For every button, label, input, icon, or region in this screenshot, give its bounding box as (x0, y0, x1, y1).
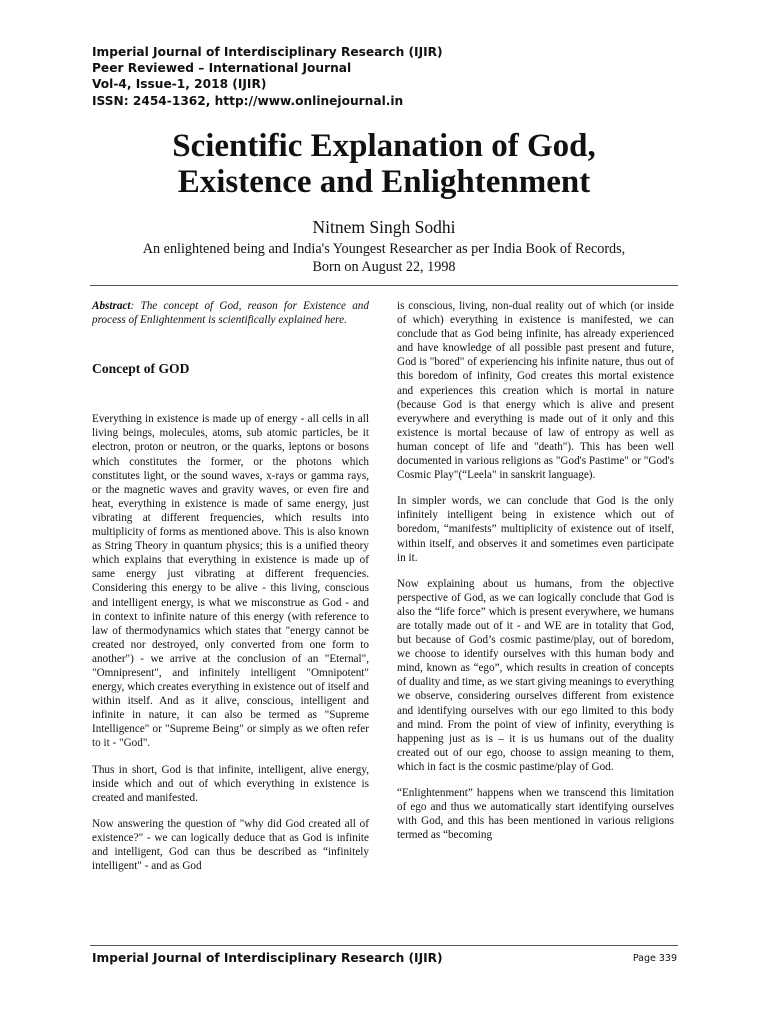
journal-volume: Vol-4, Issue-1, 2018 (IJIR) (92, 77, 267, 92)
body-paragraph: is conscious, living, non-dual reality out of which (or inside of which) everything in existence is manifested, we can conclude that as God being infinite, has already experienced and have knowledge of all possible past present and future, God is "bored" of experiencing his infinite nature, thus out of this boredom of infinity, God creates this mortal existence and experiences this creation which is mortal in nature (because God is that energy which is alive and present everywhere and everything is made out of it only and this existence is mortal because of law of entropy as well as human concept of life and "death"). This has been well documented in various religions as "God's Pastime" or "God's Cosmic Play"(“Leela" in sanskrit language). (397, 300, 674, 482)
body-paragraph: In simpler words, we can conclude that God is the only infinitely intelligent being in existence which out of boredom, “manifests” multiplicity of existence out of itself, within itself, and observes it and sometimes even participate in it. (397, 495, 674, 564)
abstract-label: Abstract (92, 300, 131, 312)
affiliation-line1: An enlightened being and India's Youngest Researcher as per India Book of Records, (142, 241, 626, 257)
affiliation-line2: Born on August 22, 1998 (312, 259, 456, 275)
journal-issn: ISSN: 2454-1362, http://www.onlinejournal.in (92, 93, 404, 108)
paper-title-line1: Scientific Explanation of God, (172, 128, 596, 164)
journal-peer-review: Peer Reviewed – International Journal (92, 61, 352, 76)
body-paragraph: “Enlightenment” happens when we transcend this limitation of ego and thus we automatically start identifying ourselves with God, and this has been mentioned in various religions termed as “becoming (397, 787, 674, 842)
author-affiliation (60, 240, 708, 276)
abstract-text: : The concept of God, reason for Existence and process of Enlightenment is scientifically explained here. (92, 300, 369, 327)
page-number: Page 339 (632, 953, 677, 964)
body-paragraph: Now explaining about us humans, from the objective perspective of God, as we can logically conclude that God is also the “life force” which is present everywhere, we humans are totally made out of it - and WE are in totality that God, but because of God’s cosmic pastime/play, out of boredom, we choose to identify ourselves with this human body and mind, known as “ego”, which results in creation of concepts of duality and time, as we start giving meanings to everything we observe, considering ourselves different from existence and identifying ourselves with our ego limited to this body and mind. From the point of view of infinity, everything is happening just as is – it is us humans out of the duality created out of our ego, choose to assign meaning to them, which in fact is the cosmic pastime/play of God. (397, 577, 674, 773)
left-column (92, 299, 369, 885)
journal-header (92, 44, 692, 109)
title-block (60, 128, 708, 276)
journal-name: Imperial Journal of Interdisciplinary Research (IJIR) (92, 45, 443, 59)
footer-journal-name: Imperial Journal of Interdisciplinary Research (IJIR) (92, 951, 443, 965)
paper-author: Nitnem Singh Sodhi (312, 217, 456, 237)
right-column (397, 299, 674, 854)
abstract (92, 299, 369, 327)
footer-divider (90, 945, 678, 946)
body-paragraph: Everything in existence is made up of energy - all cells in all living beings, molecules, atoms, sub atomic particles, be it electron, proton or neutron, or the quarks, leptons or bosons which constitutes the former, or the photons which constitutes light, or the sound waves, x-rays or gamma rays, or the magnetic waves and gravity waves, or even fire and heat, everything in existence is made of same energy, just vibrating at different frequencies, which results into multiplicity of forms as mentioned above. This is also known as String Theory in quantum physics; this is a unified theory which explains that everything in existence is made up of same energy just vibrating at different frequencies. Considering this energy to be alive - this living, conscious and intelligent energy, is what we misconstrue as God - and in context to infinite nature of this energy (with reference to law of thermodynamics which states that "energy cannot be created nor destroyed, only converted from one form to another") - we arrive at the conclusion of an "Eternal", "Omnipresent", and infinitely intelligent "Omnipotent" energy, which creates everything in existence out of itself and within itself. And as it alive, conscious, intelligent and infinite in nature, it can also be termed as "Supreme Intelligence" or "Supreme Being" or simply as we often refer to it - "God". (92, 413, 369, 750)
body-paragraph: Now answering the question of "why did God created all of existence?" - we can logically deduce that as God is infinite and intelligent, God can thus be described as “infinitely intelligent" - and as God (92, 817, 369, 873)
section-heading: Concept of GOD (92, 361, 190, 377)
body-paragraph: Thus in short, God is that infinite, intelligent, alive energy, inside which and out of which everything in existence is created and manifested. (92, 763, 369, 804)
header-divider (90, 285, 678, 286)
paper-title-line2: Existence and Enlightenment (177, 164, 591, 200)
paper-title (60, 128, 708, 200)
